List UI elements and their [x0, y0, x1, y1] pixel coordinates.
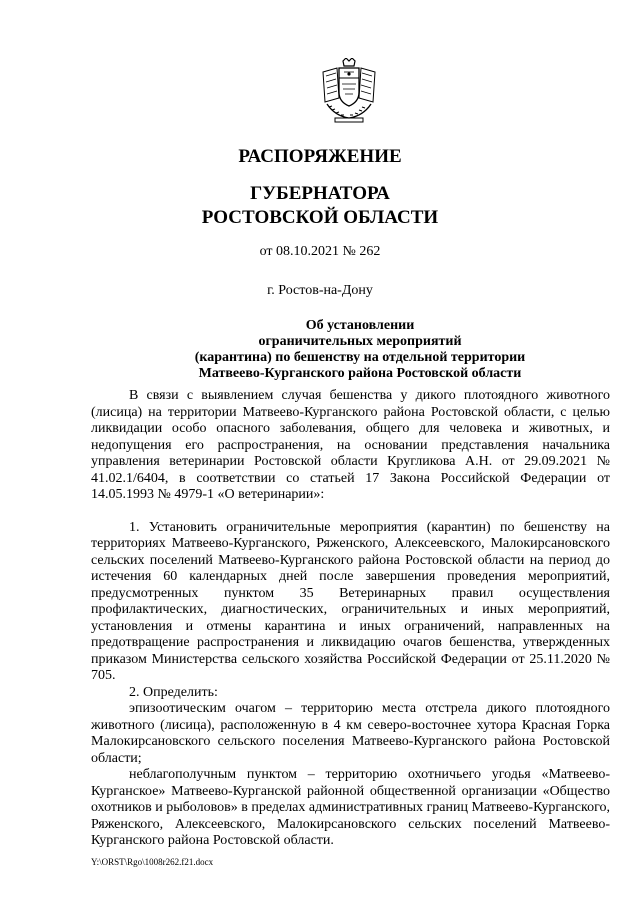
date-number: от 08.10.2021 № 262 [259, 244, 381, 259]
coat-of-arms-icon [317, 58, 381, 124]
subject-line: (карантина) по бешенству на отдельной территории [194, 350, 526, 365]
subject-heading [40, 318, 640, 382]
item-2b-paragraph: неблагополучным пунктом – территорию охотничьего угодья «Матвеево-Курганское» Матвеево-Курганской районной общественной организации «Общество охотников и рыболовов» в пределах административных границ Матвеево-Курганского, Ряженского, Алексеевского, Малокирсановского сельских поселений Матвеево-Курганского района Ростовской области. [91, 767, 610, 848]
subject-line: Матвеево-Курганского района Ростовской области [198, 366, 522, 381]
city: г. Ростов-на-Дону [267, 283, 373, 298]
document-body [91, 388, 610, 850]
item-1-paragraph: 1. Установить ограничительные мероприятия (карантин) по бешенству на территориях Матвеево-Курганского, Ряженского, Алексеевского, Малокирсановского сельских поселений Матвеево-Курганского района Ростовской области на период до истечения 60 календарных дней после завершения проведения мероприятий, предусмотренных пунктом 35 Ветеринарных правил осуществления профилактических, диагностических, ограничительных и иных мероприятий, установления и отмены карантина и иных ограничений, направленных на предотвращение распространения и ликвидацию очагов бешенства, утвержденных приказом Министерства сельского хозяйства Российской Федерации от 25.11.2020 № 705. [91, 519, 610, 683]
issuer-title-line2: РОСТОВСКОЙ ОБЛАСТИ [201, 207, 439, 228]
preamble-paragraph: В связи с выявлением случая бешенства у дикого плотоядного животного (лисица) на территории Матвеево-Курганского района Ростовской области, с целью ликвидации особо опасного заболевания, общего для человека и животных, и недопущения его распространения, на основании представления начальника управления ветеринарии Ростовской области Кругликова А.Н. от 29.09.2021 № 41.02.1/6404, в соответствии со статьей 17 Закона Российской Федерации от 14.05.1993 № 4979-1 «О ветеринарии»: [91, 388, 610, 502]
subject-line: ограничительных мероприятий [258, 334, 462, 349]
document-type-title: РАСПОРЯЖЕНИЕ [238, 146, 402, 167]
item-2-paragraph: 2. Определить: [129, 684, 218, 700]
subject-line: Об установлении [305, 318, 415, 333]
file-path-footer: Y:\ORST\Rgo\1008r262.f21.docx [91, 857, 214, 867]
issuer-title-line1: ГУБЕРНАТОРА [250, 183, 390, 204]
item-2a-paragraph: эпизоотическим очагом – территорию места отстрела дикого плотоядного животного (лисица), расположенную в 4 км северо-восточнее хутора Красная Горка Малокирсановского сельского поселения Матвеево-Курганского района Ростовской области; [91, 701, 610, 766]
